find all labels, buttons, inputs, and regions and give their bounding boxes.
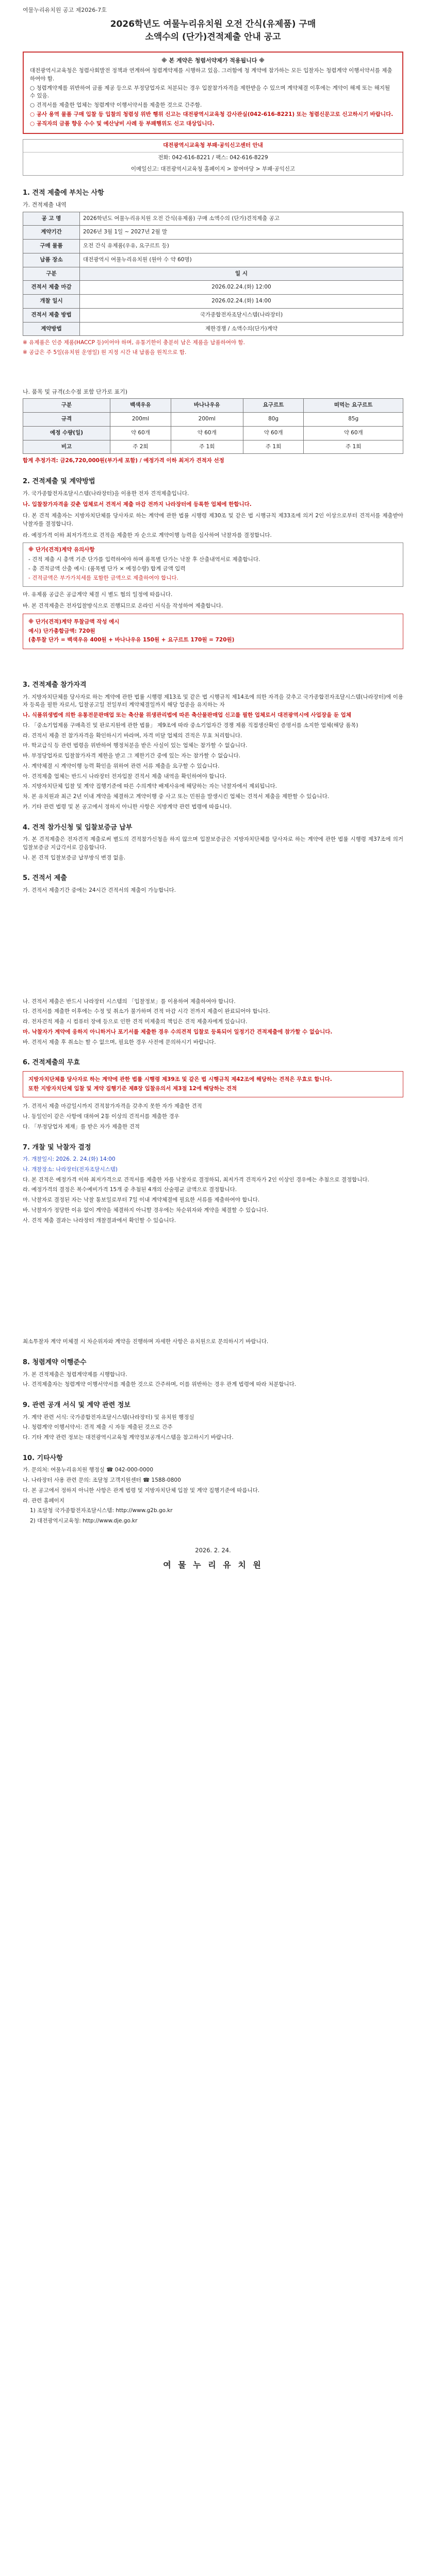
notice-date: 2026. 2. 24. — [195, 1546, 231, 1554]
notice-box-line: - 총 견적금액 산출 예시: (품목별 단가 × 예정수량) 합계 금액 입력 — [28, 565, 186, 572]
table-cell: 오전 간식 유제품(우유, 요구르트 등) — [80, 240, 403, 253]
table-cell: 2026학년도 여물누리유치원 오전 간식(유제품) 구매 소액수의 (단가)견적제출 공고 — [80, 212, 403, 226]
list-item: 나. 개찰장소: 나라장터(전자조달시스템) — [23, 1166, 118, 1173]
table-header: 바나나우유 — [171, 399, 243, 413]
report-center-line: 이메일신고: 대전광역시교육청 홈페이지 > 참여마당 > 부패·공익신고 — [130, 165, 296, 172]
table-row — [23, 281, 403, 295]
note-line: ※ 유제품은 인증 제품(HACCP 등)이어야 하며, 유통기한이 충분히 남은 제품을 납품하여야 함. — [23, 340, 245, 346]
list-item: 차. 본 유치원과 최근 2년 이내 계약을 체결하고 계약이행 중 사고 또는 민원을 발생시킨 업체는 견적서 제출을 제한할 수 있습니다. — [23, 793, 330, 800]
section-title: 6. 견적제출의 무효 — [23, 1059, 80, 1067]
section-title: 8. 청렴계약 이행준수 — [23, 1359, 87, 1366]
section-title: 7. 개찰 및 낙찰자 결정 — [23, 1143, 91, 1151]
award-list — [23, 1156, 403, 1225]
section-para: 다. 본 견적 제출자는 지방자치단체를 당사자로 하는 계약에 관한 법률 시행령 제30조 및 같은 법 시행규칙 제33조에 의거 2인 이상으로부터 견적서를 제출받아 낙찰자를 결정합니다. — [23, 513, 403, 527]
table-cell: 국가종합전자조달시스템(나라장터) — [80, 308, 403, 322]
invalid-box-line: 지방자치단체를 당사자로 하는 계약에 관한 법률 시행령 제39조 및 같은 법 시행규칙 제42조에 해당하는 견적은 무효로 합니다. — [28, 1076, 332, 1082]
table-row — [23, 399, 403, 413]
example-line: ※ 단가(견적)계약 투찰금액 작성 예시 — [28, 618, 120, 625]
list-item: 다. 본 공고에서 정하지 아니한 사항은 관계 법령 및 지방자치단체 입찰 및 계약 집행기준에 따릅니다. — [23, 1487, 260, 1494]
table-header: 계약기간 — [23, 226, 80, 240]
section-para: 바. 본 견적제출은 전자입찰방식으로 진행되므로 온라인 서식을 작성하여 제출합니다. — [23, 603, 223, 609]
section-para: 라. 예정가격 이하 최저가격으로 견적을 제출한 자 순으로 계약이행 능력을 심사하여 낙찰자를 결정합니다. — [23, 532, 272, 538]
table-cell: 200ml — [110, 413, 171, 427]
table-row — [23, 413, 403, 427]
list-item: 2) 대전광역시교육청: http://www.dje.go.kr — [30, 1518, 138, 1524]
list-item: 라. 전자견적 제출 시 컴퓨터 장애 등으로 인한 견적 미제출의 책임은 견적 제출자에게 있습니다. — [23, 1019, 248, 1025]
section-title: 3. 견적제출 참가자격 — [23, 681, 87, 689]
list-item: 바. 부정당업자로 입찰참가자격 제한을 받고 그 제한기간 중에 있는 자는 참가할 수 없습니다. — [23, 753, 241, 759]
warning-line: ○ 견적서를 제출한 업체는 청렴계약 이행서약서를 제출한 것으로 간주함. — [30, 102, 202, 108]
section-sub: 가. 견적제출 내역 — [23, 201, 67, 208]
report-center-box — [23, 139, 403, 175]
list-item: 다. 「부정당업자 제재」를 받은 자가 제출한 견적 — [23, 1123, 140, 1130]
list-item: 아. 견적제출 업체는 반드시 나라장터 전자입찰 견적서 제출 내역을 확인하여야 합니다. — [23, 773, 227, 779]
section-para: 가. 국가종합전자조달시스템(나라장터)을 이용한 전자 견적제출입니다. — [23, 490, 189, 497]
warning-head: ※ 본 계약은 청렴서약제가 적용됩니다 ※ — [161, 57, 265, 64]
report-center-head: 대전광역시교육청 부패·공익신고센터 안내 — [23, 140, 403, 152]
section-title: 10. 기타사항 — [23, 1454, 63, 1462]
warning-list — [30, 67, 396, 128]
table-cell: 약 60개 — [110, 426, 171, 440]
item-spec-table — [23, 398, 403, 454]
table-cell: 2026.02.24.(화) 14:00 — [80, 295, 403, 309]
list-item: 라. 예정가격의 결정은 복수예비가격 15개 중 추첨된 4개의 산술평균 금액으로 결정합니다. — [23, 1187, 237, 1193]
list-item: 가. 계약 관련 서식: 국가종합전자조달시스템(나라장터) 및 유치원 행정실 — [23, 1414, 194, 1420]
notice-number: 여물누리유치원 공고 제2026-7호 — [23, 7, 107, 13]
report-center-line: 전화: 042-616-8221 / 팩스: 042-616-8229 — [158, 155, 268, 161]
info-list — [23, 1414, 403, 1442]
table-header: 요구르트 — [243, 399, 304, 413]
list-item: 다. 본 견적은 예정가격 이하 최저가격으로 견적서를 제출한 자를 낙찰자로 결정하되, 최저가격 견적자가 2인 이상인 경우에는 추첨으로 결정합니다. — [23, 1176, 369, 1183]
list-item: 1) 조달청 국가종합전자조달시스템: http://www.g2b.go.kr — [30, 1507, 173, 1514]
table-header: 구분 — [23, 267, 80, 281]
table-header: 공 고 명 — [23, 212, 80, 226]
list-item: 가. 견적서 제출기간 중에는 24시간 견적서의 제출이 가능합니다. — [23, 887, 176, 893]
list-item: 바. 낙찰자가 정당한 이유 없이 계약을 체결하지 아니할 경우에는 차순위자와 계약을 체결할 수 있습니다. — [23, 1207, 269, 1213]
table-cell: 주 1회 — [171, 440, 243, 454]
list-item: 다. 「중소기업제품 구매촉진 및 판로지원에 관한 법률」 제9조에 따라 중소기업자간 경쟁 제품 직접생산확인 증명서를 소지한 업체(해당 품목) — [23, 722, 358, 728]
table-cell: 200ml — [171, 413, 243, 427]
misc-list — [23, 1466, 403, 1526]
table-cell: 약 60개 — [243, 426, 304, 440]
list-item: 가. 지방자치단체를 당사자로 하는 계약에 관한 법률 시행령 제13조 및 같은 법 시행규칙 제14조에 의한 자격을 갖추고 국가종합전자조달시스템(나라장터)에 이용자 등록을 필한 자로서, 입찰공고일 전일부터 계약체결일까지 해당 업종을 유지하는 자 — [23, 693, 403, 708]
section-title: 5. 견적서 제출 — [23, 874, 67, 883]
deposit-list — [23, 836, 403, 862]
list-item: 나. 견적서 제출은 반드시 나라장터 시스템의 「입찰정보」를 이용하여 제출하여야 합니다. — [23, 998, 236, 1005]
warning-line: 대전광역시교육청은 청렴사회발전 정책과 연계하여 청렴계약제를 시행하고 있음. 그러함에 청 계약에 참가하는 모든 입찰자는 청렴계약 이행서약서를 제출하여야 함. — [30, 67, 392, 82]
table-cell: 주 2회 — [110, 440, 171, 454]
list-item: 마. 낙찰자가 계약에 응하지 아니하거나 포기서를 제출한 경우 수의견적 입찰로 등록되어 일정기간 견적제출에 참가할 수 없습니다. — [23, 1028, 333, 1035]
section-title: 9. 관련 공개 서식 및 계약 관련 정보 — [23, 1401, 130, 1409]
list-item: 가. 문의처: 여물누리유치원 행정실 ☎ 042-000-0000 — [23, 1467, 154, 1473]
table-header: 떠먹는 요구르트 — [304, 399, 403, 413]
list-item: 나. 견적제출자는 청렴계약 이행서약서를 제출한 것으로 간주하며, 이를 위반하는 경우 관계 법령에 따라 처분합니다. — [23, 1381, 297, 1388]
table-cell: 주 1회 — [304, 440, 403, 454]
list-item: 라. 견적서 제출 전 참가자격을 확인하시기 바라며, 자격 미달 업체의 견적은 무효 처리합니다. — [23, 732, 242, 739]
list-item: 마. 학교급식 등 관련 법령을 위반하여 행정처분을 받은 사실이 있는 업체는 참가할 수 없습니다. — [23, 742, 248, 749]
table-row — [23, 308, 403, 322]
example-line: 예시) 단가총합금액: 720원 — [28, 628, 95, 634]
table-cell: 제한경쟁 / 소액수의(단가)계약 — [80, 322, 403, 336]
page-title: 2026학년도 여물누리유치원 오전 간식(유제품) 구매 — [110, 19, 316, 29]
table-header: 일 시 — [80, 267, 403, 281]
list-item: 사. 계약체결 시 계약이행 능력 확인을 위하여 관련 서류 제출을 요구할 수 있습니다. — [23, 762, 220, 769]
table-row — [23, 295, 403, 309]
table-cell: 80g — [243, 413, 304, 427]
list-item: 자. 지방자치단체 입찰 및 계약 집행기준에 따른 수의계약 배제사유에 해당하는 자는 낙찰자에서 제외됩니다. — [23, 783, 277, 790]
table-header: 백색우유 — [110, 399, 171, 413]
table-row — [23, 212, 403, 226]
table-header: 계약방법 — [23, 322, 80, 336]
list-item: 나. 식품위생법에 의한 유통전문판매업 또는 축산물 위생관리법에 따른 축산물판매업 신고를 필한 업체로서 대전광역시에 사업장을 둔 업체 — [23, 712, 351, 718]
section-para: 마. 유제품 공급은 공급계약 체결 시 별도 협의 일정에 따릅니다. — [23, 591, 173, 598]
submission-list — [23, 887, 403, 895]
example-line: (총투찰 단가 = 백색우유 400원 + 바나나우유 150원 + 요구르트 170원 = 720원) — [28, 637, 235, 643]
bid-example-box — [23, 614, 403, 649]
table-row — [23, 226, 403, 240]
integrity-warning-box — [23, 52, 403, 134]
list-item: 마. 낙찰자로 결정된 자는 낙찰 통보일로부터 7일 이내 계약체결에 필요한 서류를 제출하여야 합니다. — [23, 1197, 260, 1203]
notice-box-line: - 견적 제출 시 총액 기준 단가를 입력하여야 하며 품목별 단가는 낙찰 후 산출내역서로 제출합니다. — [28, 556, 260, 563]
list-item: 다. 견적서를 제출한 이후에는 수정 및 취소가 불가하며 견적 마감 시각 전까지 제출이 완료되어야 합니다. — [23, 1008, 270, 1015]
invalid-bid-box — [23, 1071, 403, 1098]
unit-price-notice-box — [23, 543, 403, 587]
table-cell: 약 60개 — [171, 426, 243, 440]
invalid-list — [23, 1103, 403, 1131]
list-item: 나. 본 견적 입찰보증금 납부방식 변경 없음. — [23, 854, 126, 861]
list-item: 라. 관련 홈페이지 — [23, 1497, 65, 1504]
notice-box-line: - 견적금액은 부가가치세를 포함한 금액으로 제출하여야 합니다. — [28, 574, 178, 581]
table-header: 구매 물품 — [23, 240, 80, 253]
table-cell: 약 60개 — [304, 426, 403, 440]
invalid-box-line: 또한 지방자치단체 입찰 및 계약 집행기준 제8장 입찰유의서 제3절 12에 해당하는 견적 — [28, 1085, 237, 1092]
list-item: 다. 기타 계약 관련 정보는 대전광역시교육청 계약정보공개시스템을 참고하시기 바랍니다. — [23, 1434, 234, 1440]
warning-line: ○ 청렴계약제를 위반하여 금품 제공 등으로 부정당업자로 처분되는 경우 입찰참가자격을 제한받을 수 있으며 계약체결 이후에는 계약이 해제 또는 해지될 수 있음. — [30, 84, 390, 99]
list-item: 가. 개찰일시: 2026. 2. 24.(화) 14:00 — [23, 1156, 116, 1162]
section-para: 나. 입찰참가자격을 갖춘 업체로서 견적서 제출 마감 전까지 나라장터에 등록한 업체에 한합니다. — [23, 501, 252, 508]
list-item: 사. 견적 제출 결과는 나라장터 개찰결과에서 확인할 수 있습니다. — [23, 1217, 176, 1224]
table-row — [23, 426, 403, 440]
table-cell: 2026년 3월 1일 ~ 2027년 2월 말 — [80, 226, 403, 240]
integrity-list — [23, 1371, 403, 1389]
warning-red-line: ○ 공사 용역 물품 구매 입찰 등 입찰의 청렴성 위반 행위 신고는 대전광역시교육청 감사관실(042-616-8221) 또는 청렴신문고로 신고하시기 바랍니다. — [30, 111, 394, 117]
table-header: 개찰 일시 — [23, 295, 80, 309]
list-item: 가. 견적서 제출 마감일시까지 견적참가자격을 갖추지 못한 자가 제출한 견적 — [23, 1103, 202, 1110]
table-cell: 대전광역시 여물누리유치원 (원아 수 약 60명) — [80, 253, 403, 267]
table-cell: 85g — [304, 413, 403, 427]
table-header: 비고 — [23, 440, 110, 454]
qualification-list — [23, 693, 403, 811]
table-row — [23, 253, 403, 267]
table-cell: 주 1회 — [243, 440, 304, 454]
bid-info-table — [23, 212, 403, 336]
table-header: 견적서 제출 마감 — [23, 281, 80, 295]
list-item: 나. 동일인이 같은 사항에 대하여 2통 이상의 견적서를 제출한 경우 — [23, 1113, 179, 1120]
list-item: 바. 견적서 제출 후 취소는 할 수 없으며, 필요한 경우 사전에 문의하시기 바랍니다. — [23, 1039, 216, 1045]
note-line: ※ 공급은 주 5일(유치원 운영일) 원 지정 시간 내 납품을 원칙으로 함. — [23, 349, 187, 355]
table-header: 구분 — [23, 399, 110, 413]
section-title: 4. 견적 참가신청 및 입찰보증금 납부 — [23, 823, 133, 832]
award-tail-note: 최소투찰자 계약 미체결 시 차순위자와 계약을 진행하며 자세한 사항은 유치원으로 문의하시기 바랍니다. — [23, 1338, 269, 1345]
table-row — [23, 322, 403, 336]
table-header: 규격 — [23, 413, 110, 427]
list-item: 가. 본 견적제출은 청렴계약제를 시행합니다. — [23, 1371, 127, 1378]
notice-box-title: ※ 단가(견적)계약 유의사항 — [28, 547, 95, 553]
warning-red-line: ○ 공직자의 금품 향응 수수 및 예산낭비 사례 등 부패행위도 신고 대상입니다. — [30, 120, 215, 127]
page-subtitle: 소액수의 (단가)견적제출 안내 공고 — [145, 32, 281, 42]
table-row — [23, 240, 403, 253]
submission-list-continued — [23, 998, 403, 1047]
section-title: 1. 견적 제출에 부치는 사항 — [23, 189, 104, 197]
table-header: 납품 장소 — [23, 253, 80, 267]
list-item: 카. 기타 관련 법령 및 본 공고에서 정하지 아니한 사항은 지방계약 관련 법령에 따릅니다. — [23, 803, 232, 810]
table-header: 예정 수량(일) — [23, 426, 110, 440]
table-header: 견적서 제출 방법 — [23, 308, 80, 322]
price-summary: 합계 추정가격: 금26,720,000원(부가세 포함) / 예정가격 이하 최저가 견적자 선정 — [23, 457, 224, 464]
table-row — [23, 267, 403, 281]
list-item: 나. 나라장터 사용 관련 문의: 조달청 고객지원센터 ☎ 1588-0800 — [23, 1477, 181, 1483]
table-cell: 2026.02.24.(화) 12:00 — [80, 281, 403, 295]
organization-name: 여 물 누 리 유 치 원 — [163, 1560, 263, 1570]
section-title: 2. 견적제출 및 계약방법 — [23, 478, 95, 485]
table-row — [23, 440, 403, 454]
list-item: 가. 본 견적제출은 전자견적 제출로써 별도의 견적참가신청을 하지 않으며 입찰보증금은 지방자치단체를 당사자로 하는 계약에 관한 법률 시행령 제37조에 의거 입찰보증금 지급각서로 갈음합니다. — [23, 836, 403, 851]
list-item: 나. 청렴계약 이행서약서: 견적 제출 시 자동 제출된 것으로 간주 — [23, 1424, 173, 1431]
section-sub: 나. 품목 및 규격(소수점 포함 단가로 표기) — [23, 388, 128, 395]
